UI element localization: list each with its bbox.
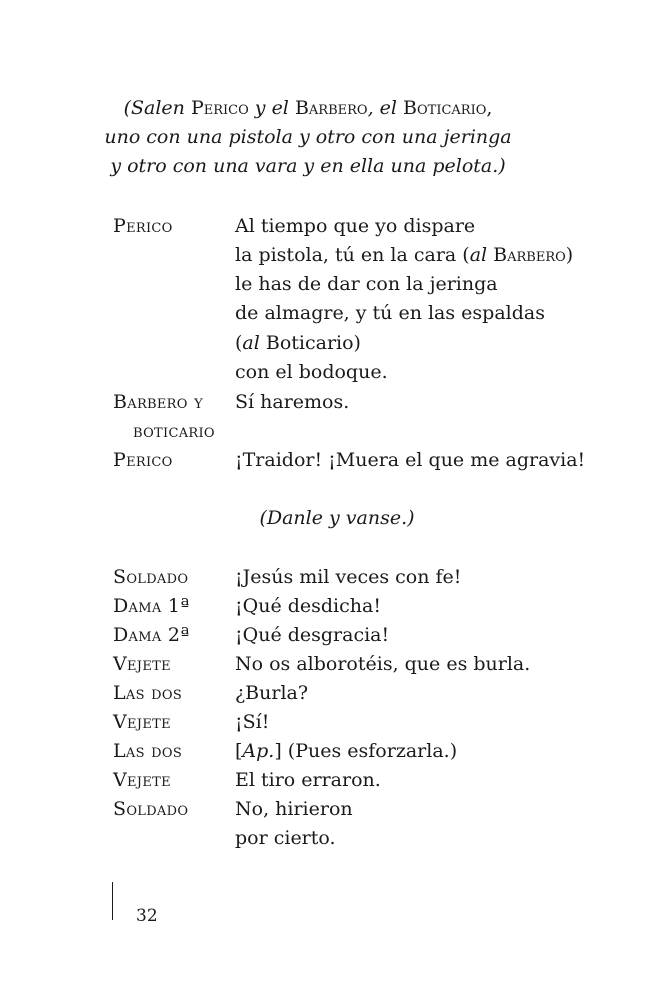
verse-line: ¡Traidor! ¡Muera el que me agravia! — [235, 449, 586, 471]
stage-direction-exit — [12, 504, 650, 533]
speaker-name: Vejete — [113, 711, 171, 733]
verse-line: ¡Jesús mil veces con fe! — [235, 566, 462, 588]
speaker-name: Perico — [113, 449, 173, 471]
stage-direction-line-1: (Salen Perico y el Barbero, el Boticario, — [123, 97, 493, 119]
speaker-name: Vejete — [113, 653, 171, 675]
verse-line: ¡Sí! — [235, 711, 270, 733]
verse-line: la pistola, tú en la cara (al Barbero) — [235, 244, 574, 266]
verse-line: le has de dar con la jeringa — [235, 273, 498, 295]
speaker-name: Vejete — [113, 769, 171, 791]
verse-line: por cierto. — [235, 827, 336, 849]
verse-line: ¿Burla? — [235, 682, 309, 704]
verse-line: ¡Qué desdicha! — [235, 595, 381, 617]
speaker-name: Dama 1ª — [113, 595, 190, 617]
verse-line: [Ap.] (Pues esforzarla.) — [235, 740, 458, 762]
speaker-name: Dama 2ª — [113, 624, 190, 646]
speaker-name: Soldado — [113, 566, 189, 588]
stage-direction-line: (Danle y vanse.) — [259, 507, 415, 529]
page-number: 32 — [136, 906, 158, 926]
verse-line: No, hirieron — [235, 798, 353, 820]
speaker-name: Las dos — [113, 682, 183, 704]
speaker-name: Soldado — [113, 798, 189, 820]
verse-line: de almagre, y tú en las espaldas — [235, 302, 545, 324]
speaker-name: Las dos — [113, 740, 183, 762]
stage-direction-opening — [0, 94, 633, 181]
speaker-name-continued: boticario — [133, 420, 215, 442]
speaker-name: Perico — [113, 215, 173, 237]
verse-line: Sí haremos. — [235, 391, 350, 413]
speaker-name: Barbero y — [113, 391, 203, 413]
verse-line: con el bodoque. — [235, 361, 388, 383]
verse-line: Al tiempo que yo dispare — [235, 215, 476, 237]
verse-line: El tiro erraron. — [235, 769, 381, 791]
verse-line: ¡Qué desgracia! — [235, 624, 390, 646]
stage-direction-line-2: uno con una pistola y otro con una jeringa — [104, 126, 512, 148]
stage-direction-line-3: y otro con una vara y en ella una pelota.) — [110, 155, 506, 177]
page-number-rule — [112, 882, 113, 920]
verse-line: No os alborotéis, que es burla. — [235, 653, 531, 675]
verse-line: (al Boticario) — [235, 332, 361, 354]
